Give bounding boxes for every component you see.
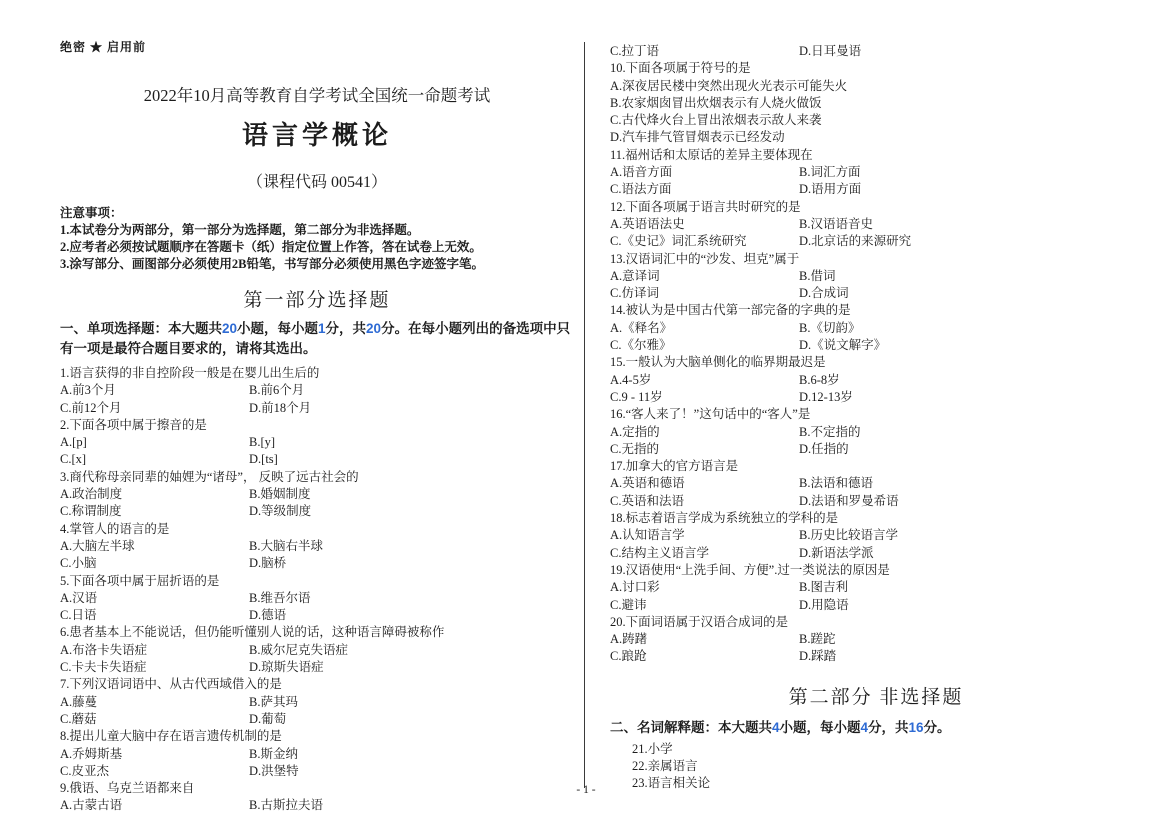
question-option: A.英语语法史 bbox=[610, 216, 685, 231]
question-option: C.拉丁语 bbox=[610, 44, 659, 58]
question-option-row bbox=[610, 475, 1142, 492]
question-list-right bbox=[610, 38, 1142, 666]
question-option: A.深夜居民楼中突然出现火光表示可能失火 bbox=[610, 78, 848, 93]
question-option: A.大脑左半球 bbox=[60, 538, 135, 553]
question-option-row bbox=[610, 181, 1142, 198]
question-option-row bbox=[60, 451, 574, 468]
question-option-row bbox=[610, 527, 1142, 544]
question-text: 16.“客人来了！”这句话中的“客人”是 bbox=[610, 407, 811, 422]
intro-text: 分，共 bbox=[325, 321, 367, 336]
question-option: A.认知语言学 bbox=[610, 528, 685, 543]
question-option-row bbox=[610, 389, 1142, 406]
question-option: C.卡夫卡失语症 bbox=[60, 660, 147, 675]
note-item: 3.涂写部分、画图部分必须使用2B铅笔，书写部分必须使用黑色字迹签字笔。 bbox=[60, 257, 484, 271]
question-text: 4.掌管人的语言的是 bbox=[60, 521, 170, 536]
intro-text: 二、名词解释题：本大题共 bbox=[610, 719, 772, 735]
question-text: 13.汉语词汇中的“沙发、坦克”属于 bbox=[610, 251, 800, 266]
notes-label: 注意事项： bbox=[60, 206, 123, 220]
question-option-row bbox=[60, 607, 574, 624]
definition-item: 23.语言相关论 bbox=[632, 776, 711, 791]
note-item: 2.应考者必须按试题顺序在答题卡（纸）指定位置上作答，答在试卷上无效。 bbox=[60, 240, 482, 254]
question-text: 2.下面各项中属于擦音的是 bbox=[60, 417, 207, 432]
question-option-row bbox=[610, 268, 1142, 285]
question-option: B.古斯拉夫语 bbox=[249, 798, 323, 813]
intro-accent-number: 20 bbox=[366, 321, 382, 336]
question-option: C.英语和法语 bbox=[610, 493, 684, 508]
question-option: C.小脑 bbox=[60, 556, 97, 571]
question-option: D.前18个月 bbox=[249, 400, 312, 415]
question-option: B.威尔尼克失语症 bbox=[249, 642, 348, 657]
question-option: D.日耳曼语 bbox=[799, 44, 862, 58]
intro-accent-number: 4 bbox=[860, 719, 869, 735]
question-option: C.《尔雅》 bbox=[610, 338, 672, 353]
part1-heading: 第一部分选择题 bbox=[243, 290, 391, 311]
question-option-row bbox=[610, 43, 1142, 60]
exam-session-title: 2022年10月高等教育自学考试全国统一命题考试 bbox=[143, 86, 491, 105]
question-option: C.仿译词 bbox=[610, 286, 659, 301]
definition-item: 22.亲属语言 bbox=[632, 758, 698, 773]
question-option: A.政治制度 bbox=[60, 487, 123, 502]
left-column bbox=[60, 38, 574, 815]
intro-accent-number: 16 bbox=[908, 719, 924, 735]
question-option: A.语音方面 bbox=[610, 165, 673, 180]
question-option: D.洪堡特 bbox=[249, 763, 299, 778]
question-text: 15.一般认为大脑单侧化的临界期最迟是 bbox=[610, 355, 826, 370]
question-option: B.借词 bbox=[799, 268, 836, 283]
part2-instructions bbox=[610, 718, 1142, 738]
question-option: A.定指的 bbox=[610, 424, 660, 439]
question-option: D.[ts] bbox=[249, 452, 278, 467]
course-code: （课程代码 00541） bbox=[246, 174, 387, 191]
question-option: B.不定指的 bbox=[799, 424, 861, 439]
question-option-row bbox=[610, 233, 1142, 250]
question-option: D.任指的 bbox=[799, 441, 849, 456]
question-option: C.《史记》词汇系统研究 bbox=[610, 234, 747, 249]
question-option: A.古蒙古语 bbox=[60, 798, 123, 813]
question-option-row bbox=[60, 659, 574, 676]
question-text: 1.语言获得的非自控阶段一般是在婴儿出生后的 bbox=[60, 366, 320, 380]
question-text: 12.下面各项属于语言共时研究的是 bbox=[610, 199, 801, 214]
question-option-row bbox=[610, 424, 1142, 441]
question-option-row bbox=[60, 797, 574, 814]
question-option: C.称谓制度 bbox=[60, 504, 122, 519]
question-option-row bbox=[610, 337, 1142, 354]
question-text: 8.提出儿童大脑中存在语言遗传机制的是 bbox=[60, 729, 282, 744]
intro-text: 分，共 bbox=[868, 719, 909, 735]
question-option: C.踉跄 bbox=[610, 649, 647, 664]
question-option: C.前12个月 bbox=[60, 400, 122, 415]
question-option: C.结构主义语言学 bbox=[610, 545, 709, 560]
question-option: B.斯金纳 bbox=[249, 746, 298, 761]
question-option: B.[y] bbox=[249, 435, 276, 450]
intro-text: 小题，每小题 bbox=[779, 719, 861, 735]
question-option: C.古代烽火台上冒出浓烟表示敌人来袭 bbox=[610, 113, 822, 128]
question-option: A.《释名》 bbox=[610, 320, 673, 335]
question-text: 6.患者基本上不能说话，但仍能听懂别人说的话，这种语言障碍被称作 bbox=[60, 625, 445, 640]
question-option: D.语用方面 bbox=[799, 182, 862, 197]
question-option: A.布洛卡失语症 bbox=[60, 642, 148, 657]
question-option-row bbox=[60, 434, 574, 451]
question-option-row bbox=[610, 631, 1142, 648]
question-option-row bbox=[60, 503, 574, 520]
question-option: B.图吉利 bbox=[799, 580, 848, 595]
question-option-row bbox=[60, 746, 574, 763]
question-option: B.法语和德语 bbox=[799, 476, 873, 491]
question-option-row bbox=[610, 164, 1142, 181]
question-text: 17.加拿大的官方语言是 bbox=[610, 459, 739, 474]
question-option: A.前3个月 bbox=[60, 383, 116, 398]
question-option-row bbox=[60, 555, 574, 572]
intro-accent-number: 1 bbox=[318, 321, 326, 336]
question-option-row bbox=[610, 216, 1142, 233]
question-option: D.德语 bbox=[249, 608, 287, 623]
question-option-row bbox=[60, 382, 574, 399]
question-option: D.北京话的来源研究 bbox=[799, 234, 912, 249]
question-option: B.汉语语音史 bbox=[799, 216, 873, 231]
question-option: A.汉语 bbox=[60, 590, 98, 605]
question-option: D.琼斯失语症 bbox=[249, 660, 324, 675]
page-number: - 1 - bbox=[576, 784, 596, 796]
question-option: B.词汇方面 bbox=[799, 165, 861, 180]
question-option: C.皮亚杰 bbox=[60, 763, 109, 778]
question-option: D.《说文解字》 bbox=[799, 338, 887, 353]
page-title: 语言学概论 bbox=[241, 120, 392, 150]
intro-text: 分。 bbox=[923, 719, 951, 735]
question-option-row bbox=[60, 763, 574, 780]
question-option-row bbox=[610, 597, 1142, 614]
question-option-row bbox=[60, 590, 574, 607]
question-text: 10.下面各项属于符号的是 bbox=[610, 61, 751, 76]
question-option-row bbox=[60, 486, 574, 503]
note-item: 1.本试卷分为两部分，第一部分为选择题，第二部分为非选择题。 bbox=[60, 223, 420, 237]
question-text: 9.俄语、乌克兰语都来自 bbox=[60, 781, 195, 796]
question-option: D.法语和罗曼希语 bbox=[799, 493, 899, 508]
question-option: D.踩踏 bbox=[799, 649, 837, 664]
question-option: D.脑桥 bbox=[249, 556, 287, 571]
question-option: B.大脑右半球 bbox=[249, 538, 323, 553]
definition-item: 21.小学 bbox=[632, 741, 673, 756]
intro-text: 小题，每小题 bbox=[237, 321, 319, 336]
question-option: A.踌躇 bbox=[610, 632, 648, 647]
intro-text: 分。在每小题列出的备选项中只有一项是最符合题目要求的，请将其选出。 bbox=[60, 321, 571, 356]
question-option: B.前6个月 bbox=[249, 383, 305, 398]
question-option: C.避讳 bbox=[610, 597, 647, 612]
question-option: B.历史比较语言学 bbox=[799, 528, 898, 543]
question-text: 11.福州话和太原话的差异主要体现在 bbox=[610, 147, 813, 162]
question-option: D.用隐语 bbox=[799, 597, 849, 612]
question-option: C.9 - 11岁 bbox=[610, 389, 663, 404]
intro-accent-number: 4 bbox=[772, 719, 780, 735]
intro-text: 一、单项选择题：本大题共 bbox=[60, 321, 222, 336]
question-option-row bbox=[60, 694, 574, 711]
question-text: 19.汉语使用“上洗手间、方便”.过一类说法的原因是 bbox=[610, 562, 890, 577]
question-option: C.语法方面 bbox=[610, 182, 672, 197]
question-option: D.汽车排气管冒烟表示已经发动 bbox=[610, 130, 785, 145]
question-option: D.新语法学派 bbox=[799, 545, 874, 560]
question-option-row bbox=[610, 320, 1142, 337]
definition-item-list bbox=[632, 741, 1142, 793]
question-text: 20.下面词语属于汉语合成词的是 bbox=[610, 614, 789, 629]
question-option: C.无指的 bbox=[610, 441, 659, 456]
question-option-row bbox=[610, 285, 1142, 302]
question-option: B.《切韵》 bbox=[799, 320, 861, 335]
question-option: C.[x] bbox=[60, 452, 87, 467]
question-text: 3.商代称母亲同辈的妯娌为“诸母”， 反映了远古社会的 bbox=[60, 469, 359, 484]
question-option: C.日语 bbox=[60, 608, 97, 623]
question-option: C.蘑菇 bbox=[60, 711, 97, 726]
question-option: A.[p] bbox=[60, 435, 87, 450]
question-option: D.葡萄 bbox=[249, 711, 287, 726]
question-list-left bbox=[60, 365, 574, 815]
question-option-row bbox=[610, 545, 1142, 562]
question-option: A.讨口彩 bbox=[610, 580, 660, 595]
question-option: D.合成词 bbox=[799, 286, 849, 301]
question-option-row bbox=[60, 400, 574, 417]
classification-label: 绝密 ★ 启用前 bbox=[60, 40, 147, 54]
question-option: B.蹉跎 bbox=[799, 632, 836, 647]
question-option: A.英语和德语 bbox=[610, 476, 685, 491]
question-option-row bbox=[610, 648, 1142, 665]
question-option: B.萨其玛 bbox=[249, 694, 298, 709]
question-option-row bbox=[610, 579, 1142, 596]
question-option-row bbox=[60, 711, 574, 728]
question-option: B.6-8岁 bbox=[799, 372, 840, 387]
question-option: D.12-13岁 bbox=[799, 389, 853, 404]
question-option: B.维吾尔语 bbox=[249, 590, 311, 605]
question-option: A.意译词 bbox=[610, 268, 660, 283]
part2-heading: 第二部分 非选择题 bbox=[788, 686, 964, 708]
question-option: A.藤蔓 bbox=[60, 694, 98, 709]
question-option: D.等级制度 bbox=[249, 504, 312, 519]
question-option: B.婚姻制度 bbox=[249, 487, 311, 502]
right-column bbox=[610, 38, 1142, 793]
question-option-row bbox=[610, 372, 1142, 389]
question-text: 14.被认为是中国古代第一部完备的字典的是 bbox=[610, 303, 851, 318]
question-text: 7.下列汉语词语中、从古代西域借入的是 bbox=[60, 677, 282, 692]
intro-accent-number: 20 bbox=[222, 321, 238, 336]
part1-instructions bbox=[60, 319, 574, 359]
question-text: 18.标志着语言学成为系统独立的学科的是 bbox=[610, 511, 839, 526]
question-option: B.农家烟囱冒出炊烟表示有人烧火做饭 bbox=[610, 95, 822, 110]
question-option: A.4-5岁 bbox=[610, 372, 652, 387]
question-option-row bbox=[60, 538, 574, 555]
question-option-row bbox=[610, 441, 1142, 458]
column-divider-line bbox=[584, 42, 585, 788]
question-option: A.乔姆斯基 bbox=[60, 746, 123, 761]
question-option-row bbox=[610, 493, 1142, 510]
notes-section bbox=[60, 205, 574, 273]
question-option-row bbox=[60, 642, 574, 659]
question-text: 5.下面各项中属于屈折语的是 bbox=[60, 573, 220, 588]
